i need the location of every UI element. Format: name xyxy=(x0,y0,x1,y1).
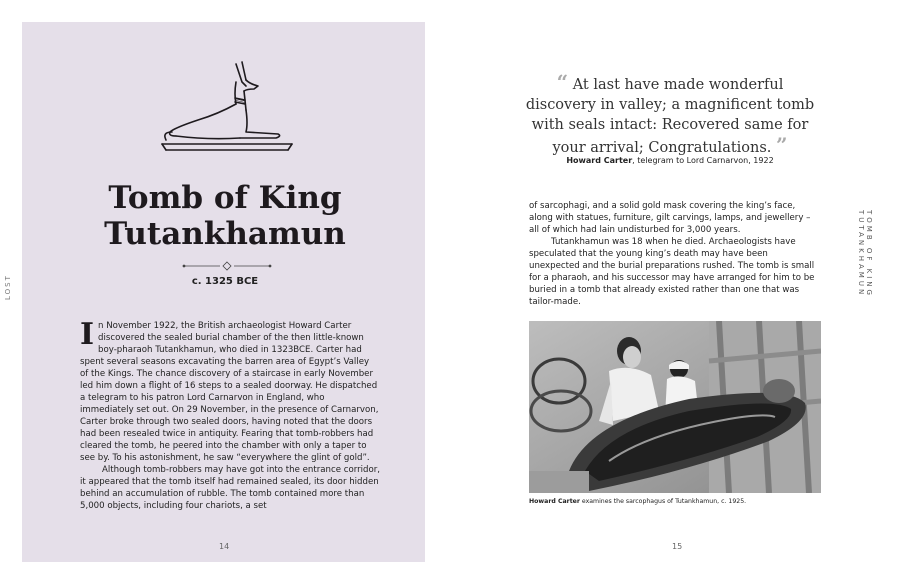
divider-ornament xyxy=(182,261,272,271)
right-body-text xyxy=(529,200,821,308)
left-paragraph-2: Although tomb-robbers may have got into the entrance corridor, it appeared that the tomb itself had remained sealed, its door hidden behind an accumulation of rubble. The tomb contained more than 5,000 objects, including four chariots, a set xyxy=(80,465,380,511)
left-paragraph-1 xyxy=(80,317,380,464)
quote-author: Howard Carter xyxy=(566,156,633,165)
drop-cap: I xyxy=(80,317,95,352)
side-label-left: LOST xyxy=(4,274,12,300)
photo-illustration xyxy=(529,321,821,493)
quote-close-mark: ” xyxy=(776,133,788,157)
right-paragraph-2: Tutankhamun was 18 when he died. Archaeologists have speculated that the young king’s death may have been unexpected and the burial preparations rushed. The tomb is small for a pharaoh, and his successor may have arranged for him to be buried in a tomb that already existed rather than one that was tailor-made. xyxy=(529,237,815,307)
left-body-text xyxy=(80,317,380,512)
article-date: c. 1325 BCE xyxy=(191,276,259,287)
page-number-left: 14 xyxy=(219,542,230,551)
quote-attribution xyxy=(520,156,820,165)
side-label-right: TOMB OF KING TUTANKHAMUN xyxy=(857,210,873,298)
anubis-jackal-icon xyxy=(158,58,298,160)
title-line-2: Tutankhamun xyxy=(104,216,346,252)
quote-text: At last have made wonderful discovery in valley; a magnificent tomb with seals intact: Recovered same for your arrival; Congratulations. xyxy=(525,77,815,156)
article-title xyxy=(60,180,390,252)
photo-caption xyxy=(529,498,821,505)
quote-source: , telegram to Lord Carnarvon, 1922 xyxy=(632,156,774,165)
quote-open-mark: “ xyxy=(556,70,569,94)
photo-carter-sarcophagus xyxy=(529,321,821,493)
pull-quote xyxy=(520,72,820,158)
right-paragraph-1: of sarcophagi, and a solid gold mask covering the king’s face, along with statues, furniture, gilt carvings, lamps, and jewellery – all of which had lain undisturbed for 3,000 years. xyxy=(529,201,811,235)
title-line-1: Tomb of King xyxy=(108,180,342,216)
caption-text: examines the sarcophagus of Tutankhamun, c. 1925. xyxy=(579,498,747,505)
page-number-right: 15 xyxy=(672,542,683,551)
left-paragraph-1-text: n November 1922, the British archaeologist Howard Carter discovered the sealed burial chamber of the then little-known boy-pharaoh Tutankhamun, who died in 1323BCE. Carter had spent several seasons excavating the barren area of Egypt’s Valley of the Kings. The chance discovery of a staircase in early November led him down a flight of 16 steps to a sealed doorway. He dispatched a telegram to his patron Lord Carnarvon in England, who immediately set out. On 29 November, in the presence of Carnarvon, Carter broke through two sealed doors, having noted that the doors had been resealed twice in antiquity. Fearing that tomb-robbers had cleared the tomb, he peered into the chamber with only a taper to see by. To his astonishment, he saw “everywhere the glint of gold”. xyxy=(80,321,379,463)
caption-author: Howard Carter xyxy=(529,498,580,505)
